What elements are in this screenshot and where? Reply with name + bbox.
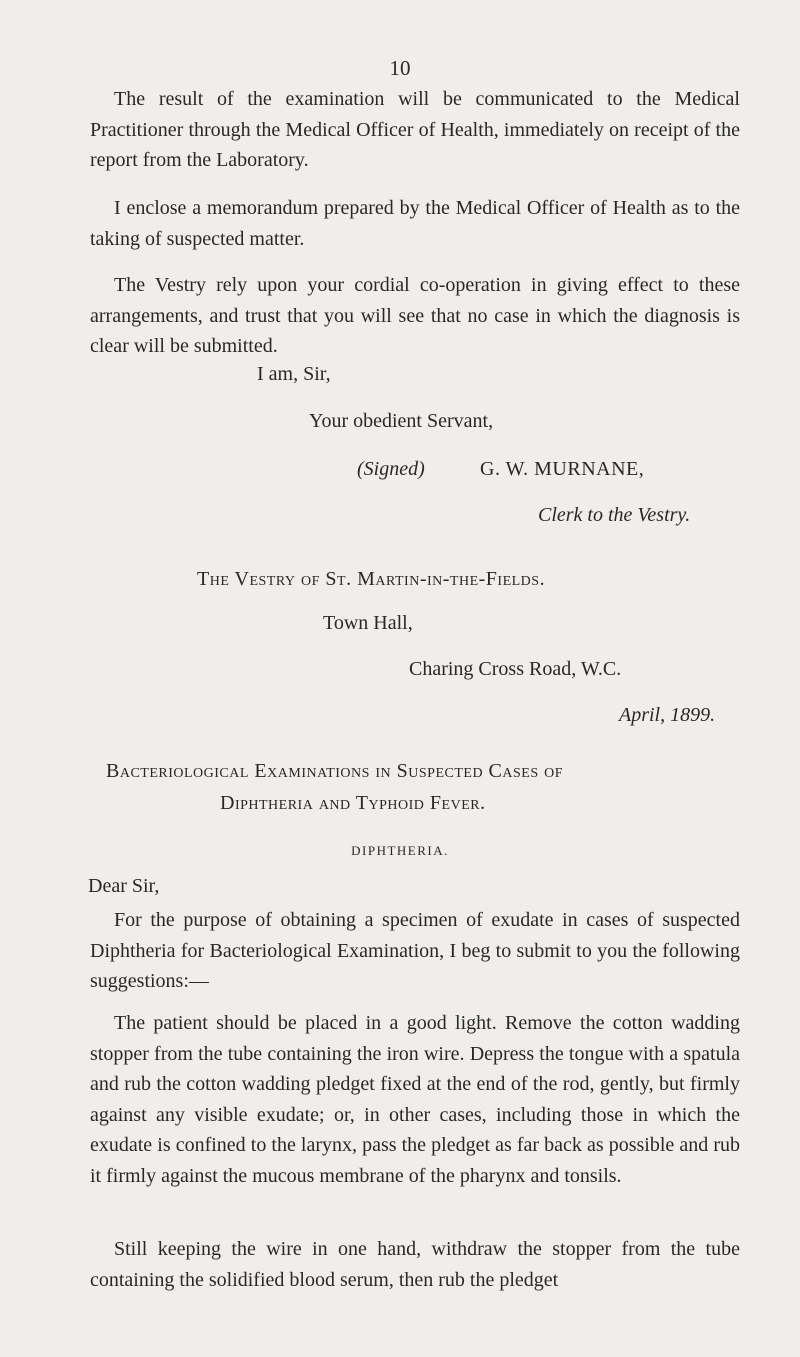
paragraph-purpose: For the purpose of obtaining a specimen of exudate in cases of suspected Diphtheria for Bacteriological Examination, I beg to submit to you the following suggestions:— [90,909,740,992]
paragraph-cooperation: The Vestry rely upon your cordial co-operation in giving effect to these arrangements, and trust that you will see that no case in which the diagnosis is clear will be submitted. [90,274,740,357]
address-road: Charing Cross Road, W.C. [409,658,622,680]
paragraph-memorandum: I enclose a memorandum prepared by the Medical Officer of Health as to the taking of suspected matter. [90,197,740,250]
closing-salutation: I am, Sir, [257,363,331,385]
heading-line-1: Bacteriological Examinations in Suspected Cases of [106,760,564,782]
vestry-name: The Vestry of St. Martin-in-the-Fields. [197,568,546,590]
letter-date: April, 1899. [619,704,716,726]
address-town-hall: Town Hall, [323,612,413,634]
page-number: 10 [389,56,411,80]
signed-label: (Signed) [357,458,425,480]
closing-servant: Your obedient Servant, [309,410,494,432]
paragraph-instructions: The patient should be placed in a good light. Remove the cotton wadding stopper from the tube containing the iron wire. Depress the tongue with a spatula and rub the cotton wadding pledget fixed at the end of the rod, gently, but firmly against any visible exudate; or, in other cases, including those in which the exudate is confined to the larynx, pass the pledget as far back as possible and rub it firmly against the mucous membrane of the pharynx and tonsils. [90,1012,740,1187]
paragraph-continued: Still keeping the wire in one hand, withdraw the stopper from the tube containing the solidified blood serum, then rub the pledget [90,1238,740,1291]
subheading-diphtheria: DIPHTHERIA. [351,843,449,858]
signatory-name: G. W. MURNANE, [480,458,645,480]
greeting: Dear Sir, [88,875,160,897]
heading-line-2: Diphtheria and Typhoid Fever. [220,792,486,814]
paragraph-result-communication: The result of the examination will be communicated to the Medical Practitioner through the Medical Officer of Health, immediately on receipt of the report from the Laboratory. [90,88,740,171]
signatory-title: Clerk to the Vestry. [538,504,691,526]
